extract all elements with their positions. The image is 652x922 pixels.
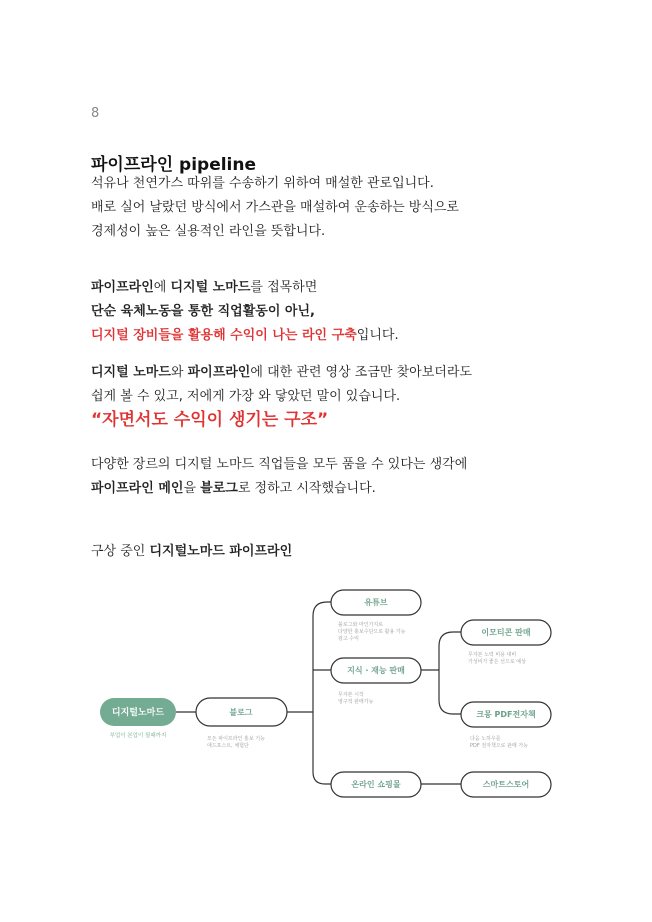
node-smartstore [461,772,551,797]
text-run: 에 [153,280,171,295]
text-line: 단순 육체노동을 통한 직업활동이 아닌, [91,304,315,319]
node-label: 이모티콘 판매 [481,628,531,637]
highlight-quote: “자면서도 수익이 생기는 구조” [91,410,329,430]
node-caption: 가성비가 좋은 선으로 예상 [468,659,526,665]
text-run: 로 정하고 시작했습니다. [237,481,376,496]
node-blog [196,698,287,749]
node-caption: 다음 노하우를 [470,736,501,742]
connector [439,700,461,714]
node-label: 블로그 [229,708,253,717]
connector [313,772,331,784]
page-title: 파이프라인 pipeline [91,155,257,175]
node-talent-sales [331,658,421,705]
node-emoticon-sales [461,620,551,665]
bold-term: 파이프라인 메인 [91,481,184,496]
text-line: 배로 실어 날랐던 방식에서 가스관을 매설하여 운송하는 방식으로 [91,200,459,215]
bold-term: 파이프라인 [187,365,251,380]
node-label: 디지털노마드 [111,708,165,718]
node-youtube [331,590,421,642]
node-caption: 모든 파이프라인 홍보 기능 [207,736,265,742]
bold-term: 디지털 노마드 [170,280,251,295]
node-digital-nomad [100,698,176,739]
text-run: 를 접목하면 [250,280,318,295]
node-caption: 애드포스트, 체험단 [207,743,249,749]
node-caption: PDF 전자책으로 판매 가능 [470,743,528,749]
text-run: 을 [183,481,201,496]
bold-term: 블로그 [200,481,238,496]
page-number: 8 [91,106,100,121]
text-line: 다양한 장르의 디지털 노마드 직업들을 모두 품을 수 있다는 생각에 [91,457,468,472]
text-line: 석유나 천연가스 따위를 수송하기 위하여 매설한 관로입니다. [91,176,434,191]
node-caption: 영구적 판매가능 [338,699,374,705]
node-label: 크몽 PDF전자책 [476,710,536,719]
connector-lines [176,602,461,784]
text-run: 에 대한 관련 영상 조금만 찾아보더라도 [250,365,472,380]
bold-term: 디지털노마드 파이프라인 [149,544,293,559]
node-caption: 광고 수익 [338,636,359,642]
text-line: 경제성이 높은 실용적인 라인을 뜻합니다. [91,224,326,239]
node-caption: 무자본 노력 비용 대비 [468,652,517,658]
connector [439,632,461,646]
node-caption: 다양한 홍보수단으로 활용 가능 [338,629,406,635]
node-caption: 블로그와 마인가지로 [338,622,384,628]
node-kmong-ebook [461,702,551,749]
text-run: 와 [170,365,188,380]
text-run: 구상 중인 [91,544,150,559]
node-online-shop [331,772,421,797]
node-caption: 부업이 본업이 될때까지 [109,733,167,739]
text-line: 쉽게 볼 수 있고, 저에게 가장 와 닿았던 말이 있습니다. [91,389,401,404]
bold-term: 파이프라인 [91,280,154,295]
bold-term: 디지털 노마드 [91,365,171,380]
highlight-text: 디지털 장비들을 활용해 수익이 나는 라인 구축 [91,328,357,343]
node-label: 온라인 쇼핑몰 [351,780,401,789]
text-run: 입니다. [356,328,399,343]
node-caption: 무자본 시작 [338,692,364,698]
node-label: 유튜브 [364,598,388,607]
node-label: 지식 · 재능 판매 [347,666,405,675]
connector [313,602,331,616]
node-label: 스마트스토어 [482,780,530,789]
